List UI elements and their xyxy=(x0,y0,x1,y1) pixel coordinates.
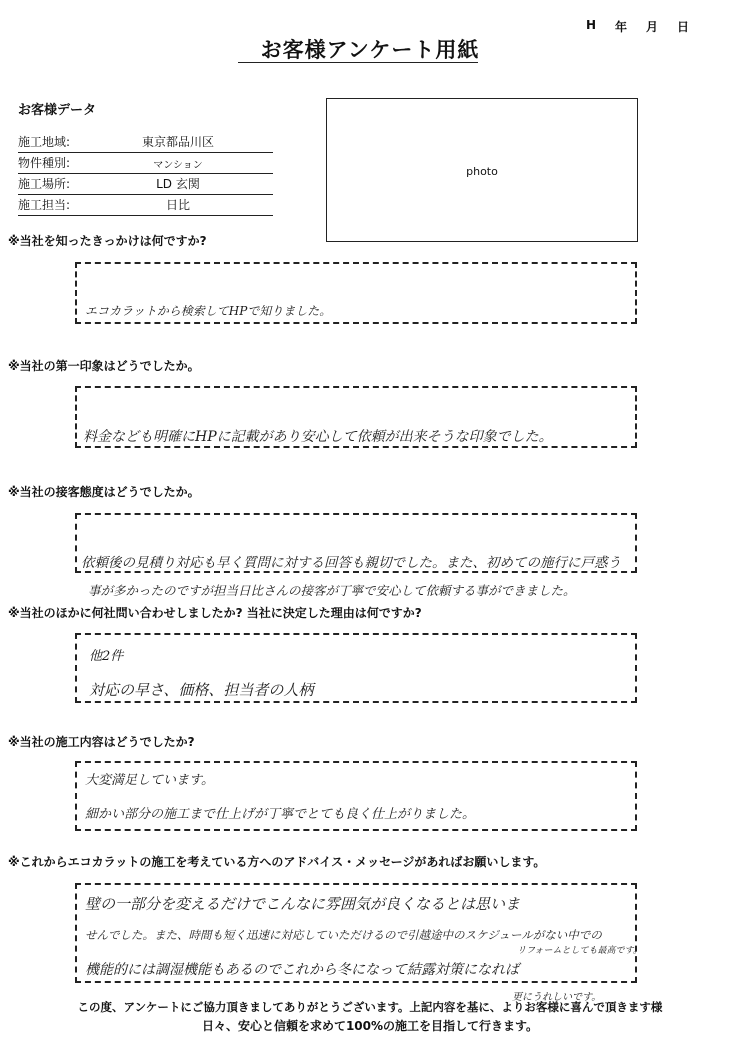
answer-box-2 xyxy=(75,386,637,448)
info-row-area xyxy=(18,133,273,153)
customer-data-heading: お客様データ xyxy=(18,103,97,118)
answer-box-1 xyxy=(75,262,637,324)
info-label-location: 施工場所: xyxy=(18,177,71,191)
question-3: ※当社の接客態度はどうでしたか。 xyxy=(8,485,200,499)
answer-1-line-1: エコカラットから検索してHPで知りました。 xyxy=(85,304,332,318)
answer-6-line-1: 壁の一部分を変えるだけでこんなに雰囲気が良くなるとは思いま xyxy=(85,895,521,913)
answer-box-6 xyxy=(75,883,642,983)
date-day-label: 日 xyxy=(677,20,690,34)
info-label-property-type: 物件種別: xyxy=(18,156,71,170)
photo-placeholder xyxy=(326,98,638,242)
answer-4-line-2: 対応の早さ、価格、担当者の人柄 xyxy=(89,681,314,699)
answer-5-line-2: 細かい部分の施工まで仕上げが丁寧でとても良く仕上がりました。 xyxy=(85,807,476,822)
question-2: ※当社の第一印象はどうでしたか。 xyxy=(8,359,200,373)
page-title: お客様アンケート用紙 xyxy=(260,38,480,62)
question-5: ※当社の施工内容はどうでしたか? xyxy=(8,735,195,749)
answer-2-line-1: 料金なども明確にHPに記載があり安心して依頼が出来そうな印象でした。 xyxy=(83,429,553,445)
answer-6-line-5: 更にうれしいです。 xyxy=(512,992,602,1003)
question-1: ※当社を知ったきっかけは何ですか? xyxy=(8,234,207,248)
answer-6-line-4: 機能的には調湿機能もあるのでこれから冬になって結露対策になれば xyxy=(85,962,519,978)
date-year-label: 年 xyxy=(615,20,628,34)
answer-3-line-2: 事が多かったのですが担当日比さんの接客が丁寧で安心して依頼する事ができました。 xyxy=(88,583,576,598)
answer-6-line-2: せんでした。また、時間も短く迅速に対応していただけるので引越途中のスケジュールがない中での xyxy=(85,928,602,942)
footer-line-2: 日々、安心と信頼を求めて100%の施工を目指して行きます。 xyxy=(201,1019,539,1033)
answer-6-line-3: リフォームとしても最高です。 xyxy=(517,946,642,956)
question-6: ※これからエコカラットの施工を考えている方へのアドバイス・メッセージがあればお願いします。 xyxy=(8,855,546,869)
info-value-property-type: マンション xyxy=(153,160,203,171)
info-label-staff: 施工担当: xyxy=(18,198,71,212)
photo-label: photo xyxy=(466,165,498,178)
answer-3-line-1: 依頼後の見積り対応も早く質問に対する回答も親切でした。また、初めての施行に戸惑う xyxy=(81,555,621,571)
answer-box-3 xyxy=(75,513,637,573)
info-label-area: 施工地域: xyxy=(18,135,71,149)
info-row-location xyxy=(18,175,273,195)
answer-5-line-1: 大変満足しています。 xyxy=(85,773,214,788)
footer-line-1: この度、アンケートにご協力頂きましてありがとうございます。上記内容を基に、よりお客様に喜んで頂きます様 xyxy=(77,1000,663,1014)
info-row-staff xyxy=(18,196,273,216)
info-value-area: 東京都品川区 xyxy=(141,135,214,149)
question-4: ※当社のほかに何社問い合わせしましたか? 当社に決定した理由は何ですか? xyxy=(8,606,422,620)
info-row-property-type xyxy=(18,154,273,174)
answer-4-line-1: 他2件 xyxy=(89,649,124,664)
answer-box-5 xyxy=(75,761,637,831)
title-underline xyxy=(238,62,478,63)
answer-box-4 xyxy=(75,633,637,703)
info-value-staff: 日比 xyxy=(165,198,190,212)
info-value-location: LD 玄関 xyxy=(156,177,200,191)
date-era: H xyxy=(586,18,597,32)
date-month-label: 月 xyxy=(646,20,659,34)
